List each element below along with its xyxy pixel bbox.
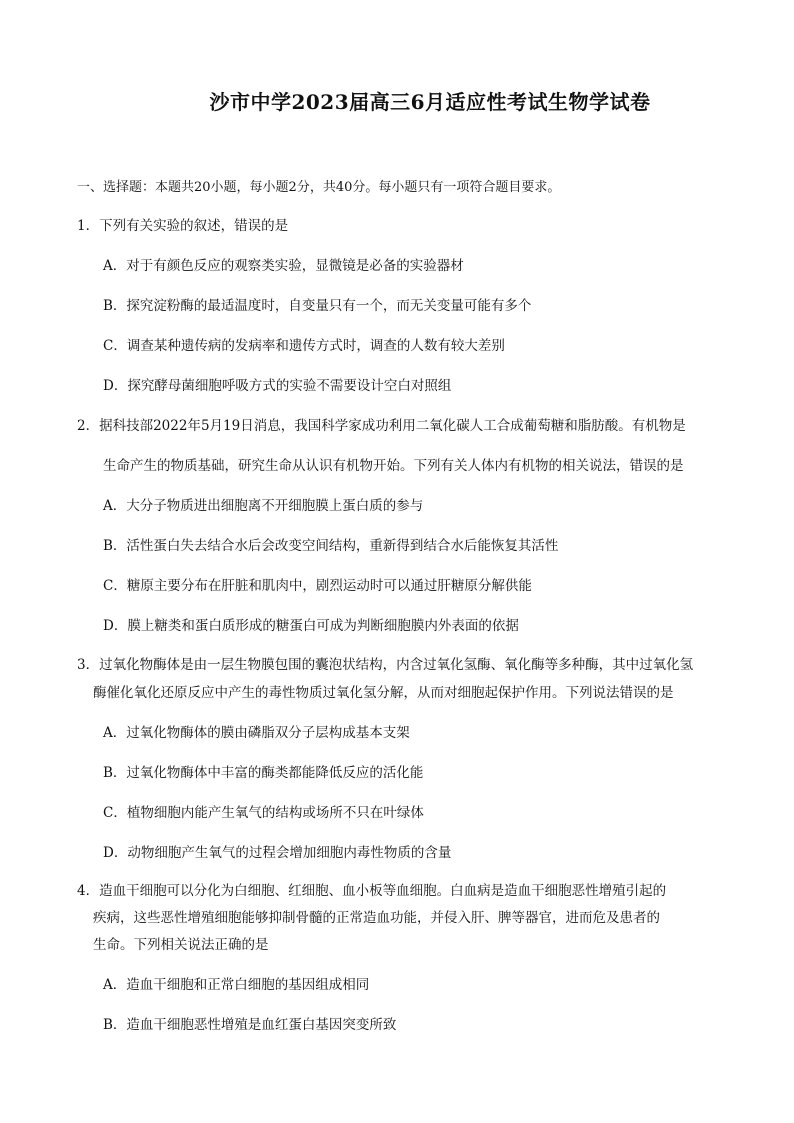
question-3-option-c: C．植物细胞内能产生氧气的结构或场所不只在叶绿体 bbox=[103, 805, 424, 821]
question-2-stem-line-1: 2．据科技部2022年5月19日消息，我国科学家成功利用二氧化碳人工合成葡萄糖和脂肪酸。有机物是 bbox=[77, 418, 686, 434]
question-2-option-a: A．大分子物质进出细胞离不开细胞膜上蛋白质的参与 bbox=[103, 498, 424, 514]
question-1-option-c: C．调查某种遗传病的发病率和遗传方式时，调查的人数有较大差别 bbox=[103, 338, 505, 354]
question-4-option-a: A．造血干细胞和正常白细胞的基因组成相同 bbox=[103, 977, 370, 993]
exam-title: 沙市中学2023届高三6月适应性考试生物学试卷 bbox=[209, 90, 651, 114]
question-2-stem-line-2: 生命产生的物质基础，研究生命从认识有机物开始。下列有关人体内有机物的相关说法，错误的是 bbox=[103, 458, 684, 474]
question-3-stem-line-1: 3．过氧化物酶体是由一层生物膜包围的囊泡状结构，内含过氧化氢酶、氧化酶等多种酶，其中过氧化氢 bbox=[77, 657, 694, 673]
question-4-option-b: B．造血干细胞恶性增殖是血红蛋白基因突变所致 bbox=[103, 1017, 397, 1033]
question-3-option-b: B．过氧化物酶体中丰富的酶类都能降低反应的活化能 bbox=[103, 765, 424, 781]
question-4-stem-line-2: 疾病，这些恶性增殖细胞能够抑制骨髓的正常造血功能，并侵入肝、脾等器官，进而危及患者的 bbox=[93, 910, 660, 926]
question-1-option-d: D．探究酵母菌细胞呼吸方式的实验不需要设计空白对照组 bbox=[103, 378, 452, 394]
question-3-stem-line-2: 酶催化氧化还原反应中产生的毒性物质过氧化氢分解，从而对细胞起保护作用。下列说法错误的是 bbox=[93, 685, 674, 701]
question-2-option-d: D．膜上糖类和蛋白质形成的糖蛋白可成为判断细胞膜内外表面的依据 bbox=[103, 618, 519, 634]
question-2-option-b: B．活性蛋白失去结合水后会改变空间结构，重新得到结合水后能恢复其活性 bbox=[103, 538, 559, 554]
section-heading: 一、选择题：本题共20小题，每小题2分，共40分。每小题只有一项符合题目要求。 bbox=[77, 180, 561, 195]
question-1-option-a: A．对于有颜色反应的观察类实验，显微镜是必备的实验器材 bbox=[103, 258, 464, 274]
question-3-option-d: D．动物细胞产生氧气的过程会增加细胞内毒性物质的含量 bbox=[103, 845, 452, 861]
question-2-option-c: C．糖原主要分布在肝脏和肌肉中，剧烈运动时可以通过肝糖原分解供能 bbox=[103, 578, 532, 594]
question-1-option-b: B．探究淀粉酶的最适温度时，自变量只有一个，而无关变量可能有多个 bbox=[103, 298, 532, 314]
question-4-stem-line-3: 生命。下列相关说法正确的是 bbox=[93, 937, 269, 953]
question-4-stem-line-1: 4．造血干细胞可以分化为白细胞、红细胞、血小板等血细胞。白血病是造血干细胞恶性增殖引起的 bbox=[77, 883, 667, 899]
question-3-option-a: A．过氧化物酶体的膜由磷脂双分子层构成基本支架 bbox=[103, 725, 410, 741]
question-1-stem: 1．下列有关实验的叙述，错误的是 bbox=[77, 218, 289, 234]
